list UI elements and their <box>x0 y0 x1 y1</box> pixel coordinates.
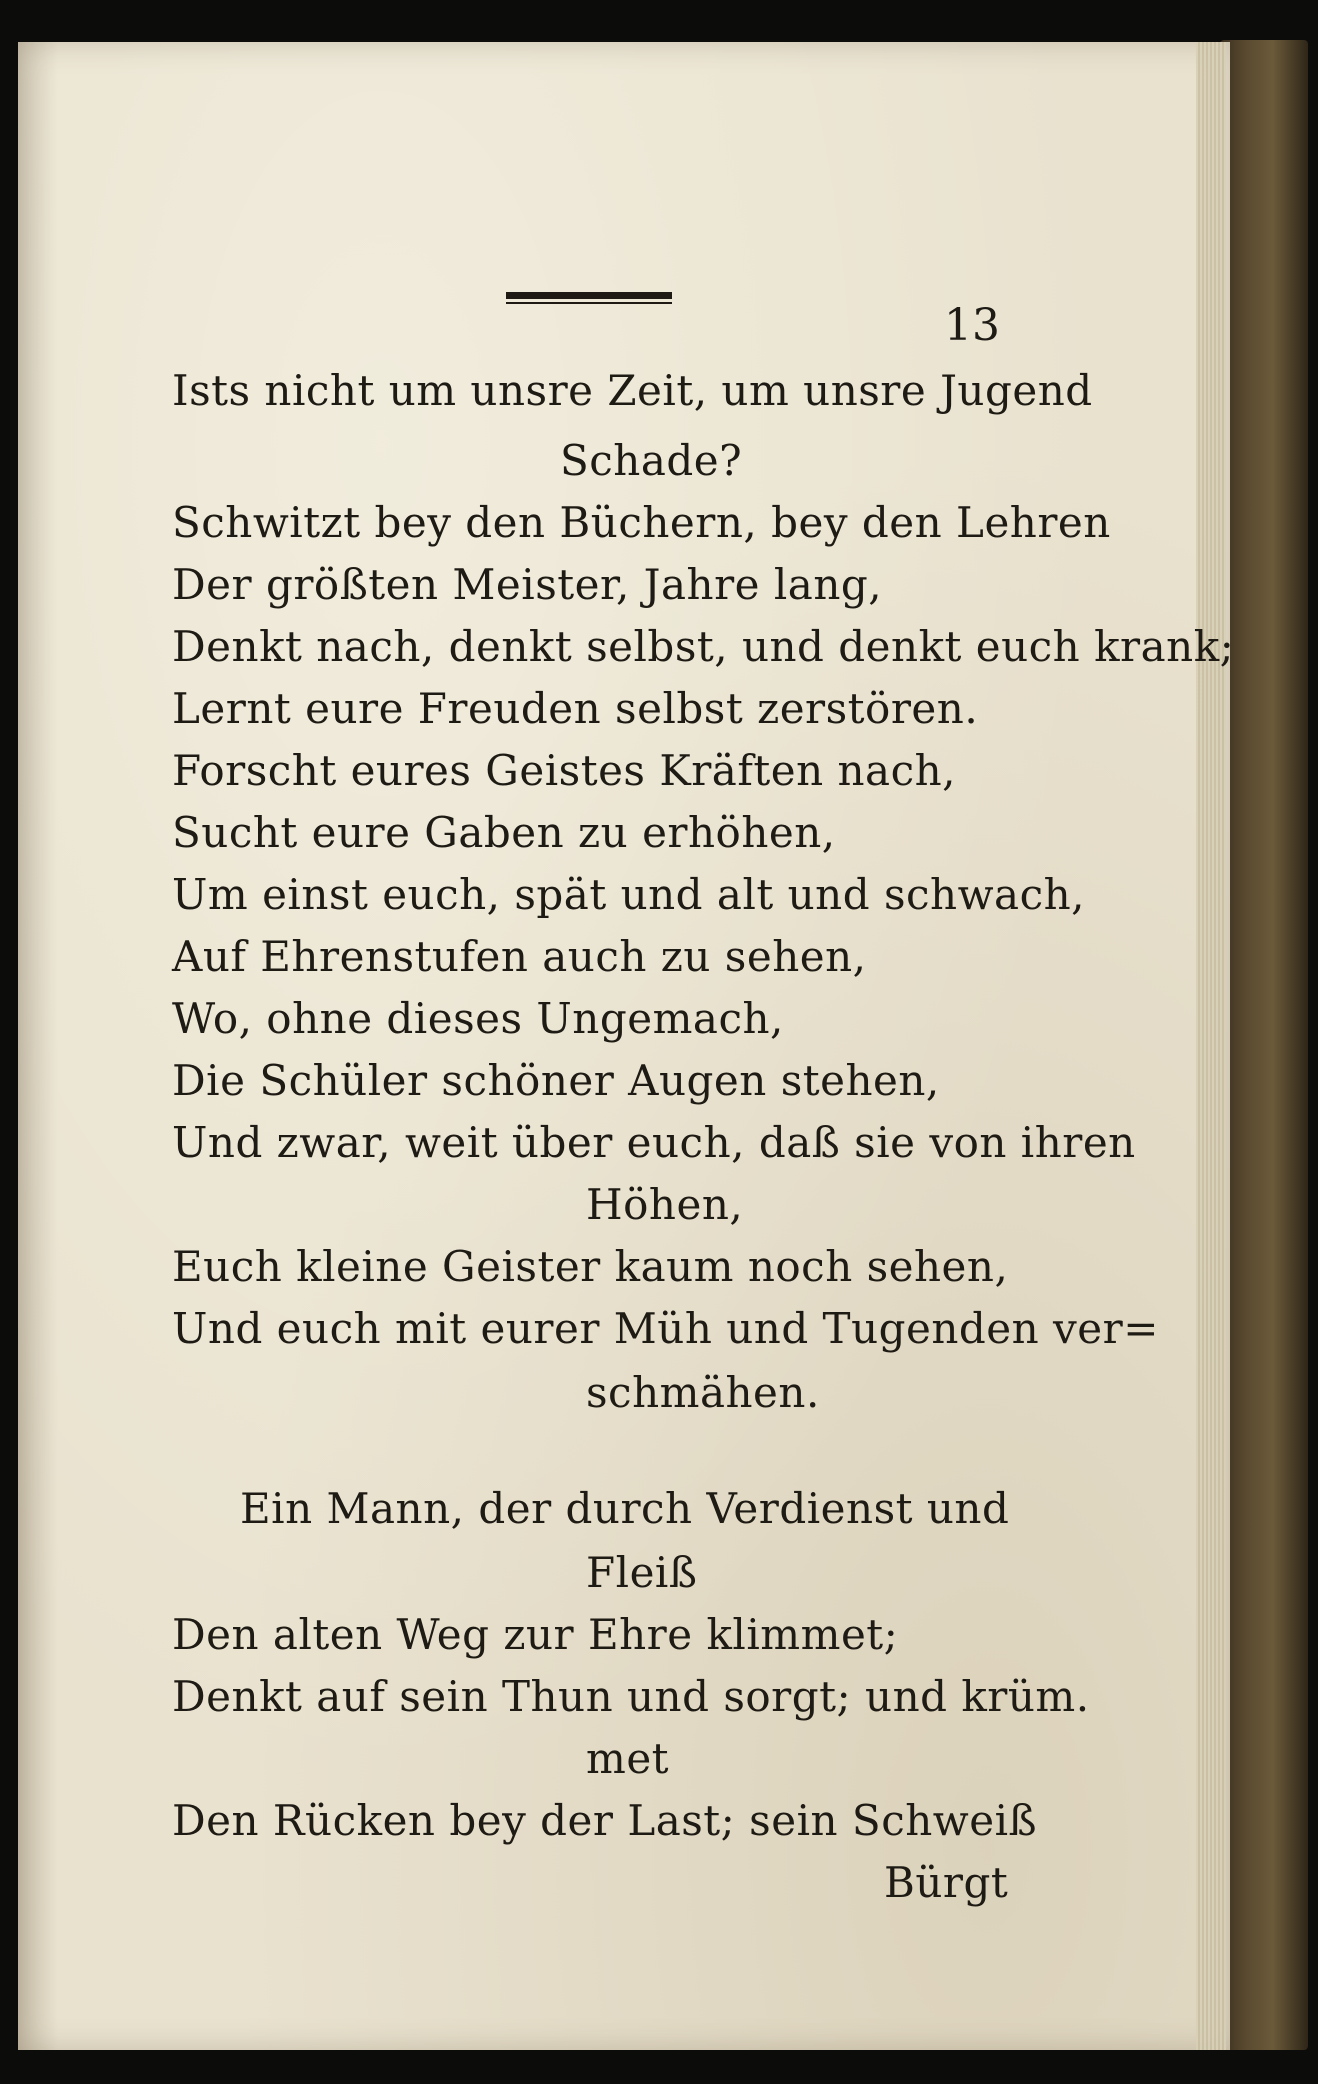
book-cover-edge <box>1220 40 1308 2050</box>
poem-line-continuation: Schade? <box>560 436 743 485</box>
poem-line: Die Schüler schöner Augen stehen, <box>172 1056 940 1105</box>
poem-line-continuation: met <box>586 1734 670 1783</box>
catchword: Bürgt <box>884 1858 1009 1907</box>
header-rule-thin <box>506 302 672 304</box>
header-rule-thick <box>506 292 672 299</box>
page-fore-edge <box>1196 42 1226 2050</box>
poem-line: Ein Mann, der durch Verdienst und <box>240 1484 1010 1533</box>
poem-line: Und zwar, weit über euch, daß sie von ihren <box>172 1118 1136 1167</box>
poem-line: Auf Ehrenstufen auch zu sehen, <box>172 932 867 981</box>
page-number: 13 <box>944 300 1000 351</box>
poem-line: Und euch mit eurer Müh und Tugenden ver= <box>172 1304 1159 1353</box>
poem-line: Forscht eures Geistes Kräften nach, <box>172 746 957 795</box>
poem-line-continuation: Höhen, <box>586 1180 744 1229</box>
poem-line: Lernt eure Freuden selbst zerstören. <box>172 684 979 733</box>
poem-line: Den alten Weg zur Ehre klimmet; <box>172 1610 899 1659</box>
poem-line: Der größten Meister, Jahre lang, <box>172 560 883 609</box>
poem-line: Den Rücken bey der Last; sein Schweiß <box>172 1796 1038 1845</box>
poem-line: Ists nicht um unsre Zeit, um unsre Jugend <box>172 366 1093 415</box>
poem-line-continuation: Fleiß <box>586 1548 698 1597</box>
header-rule <box>506 292 672 306</box>
poem-line: Euch kleine Geister kaum noch sehen, <box>172 1242 1009 1291</box>
poem-line: Sucht eure Gaben zu erhöhen, <box>172 808 836 857</box>
poem-line-continuation: schmähen. <box>586 1368 820 1417</box>
poem-line: Wo, ohne dieses Ungemach, <box>172 994 784 1043</box>
poem-line: Um einst euch, spät und alt und schwach, <box>172 870 1085 919</box>
poem-line: Schwitzt bey den Büchern, bey den Lehren <box>172 498 1111 547</box>
poem-line: Denkt auf sein Thun und sorgt; und krüm. <box>172 1672 1090 1721</box>
poem-line: Denkt nach, denkt selbst, und denkt euch krank; <box>172 622 1235 671</box>
